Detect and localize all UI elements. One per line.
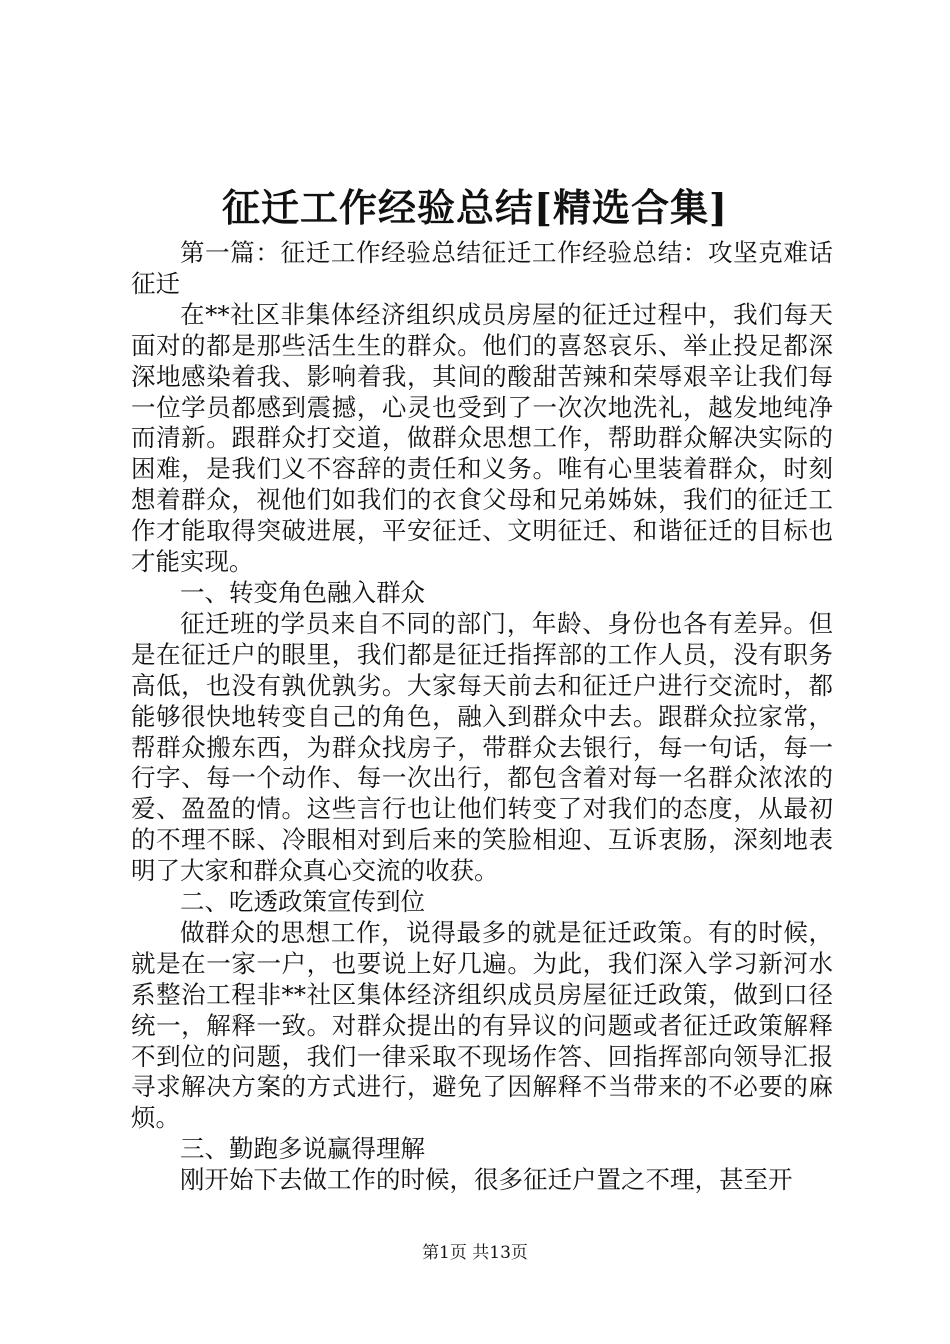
subsection-heading: 三、勤跑多说赢得理解 xyxy=(180,1134,425,1164)
body-paragraph: 征迁班的学员来自不同的部门，年龄、身份也各有差异。但是在征迁户的眼里，我们都是征迁指挥部的工作人员，没有职务高低，也没有孰优孰劣。大家每天前去和征迁户进行交流时，都能够很快地转变自己的角色，融入到群众中去。跟群众拉家常，帮群众搬东西，为群众找房子，带群众去银行，每一句话，每一行字、每一个动作、每一次出行，都包含着对每一名群众浓浓的爱、盈盈的情。这些言行也让他们转变了对我们的态度，从最初的不理不睬、冷眼相对到后来的笑脸相迎、互诉衷肠，深刻地表明了大家和群众真心交流的收获。 xyxy=(131,608,833,886)
subsection-heading: 一、转变角色融入群众 xyxy=(180,577,425,607)
body-paragraph: 做群众的思想工作，说得最多的就是征迁政策。有的时候，就是在一家一户，也要说上好几遍。为此，我们深入学习新河水系整治工程非**社区集体经济组织成员房屋征迁政策，做到口径统一，解释一致。对群众提出的有异议的问题或者征迁政策解释不到位的问题，我们一律采取不现场作答、回指挥部向领导汇报寻求解决方案的方式进行，避免了因解释不当带来的不必要的麻烦。 xyxy=(131,917,833,1133)
subsection-heading: 二、吃透政策宣传到位 xyxy=(180,887,425,917)
document-body xyxy=(131,238,833,1196)
page-footer: 第1页 共13页 xyxy=(422,1243,528,1263)
body-paragraph: 刚开始下去做工作的时候，很多征迁户置之不理，甚至开 xyxy=(180,1165,793,1195)
body-paragraph: 在**社区非集体经济组织成员房屋的征迁过程中，我们每天面对的都是那些活生生的群众。他们的喜怒哀乐、举止投足都深深地感染着我、影响着我，其间的酸甜苦辣和荣辱艰辛让我们每一位学员都感到震撼，心灵也受到了一次次地洗礼，越发地纯净而清新。跟群众打交道，做群众思想工作，帮助群众解决实际的困难，是我们义不容辞的责任和义务。唯有心里装着群众，时刻想着群众，视他们如我们的衣食父母和兄弟姊妹，我们的征迁工作才能取得突破进展，平安征迁、文明征迁、和谐征迁的目标也才能实现。 xyxy=(131,299,833,577)
document-title: 征迁工作经验总结[精选合集] xyxy=(222,185,728,230)
section-heading: 第一篇：征迁工作经验总结征迁工作经验总结：攻坚克难话征迁 xyxy=(131,238,833,298)
